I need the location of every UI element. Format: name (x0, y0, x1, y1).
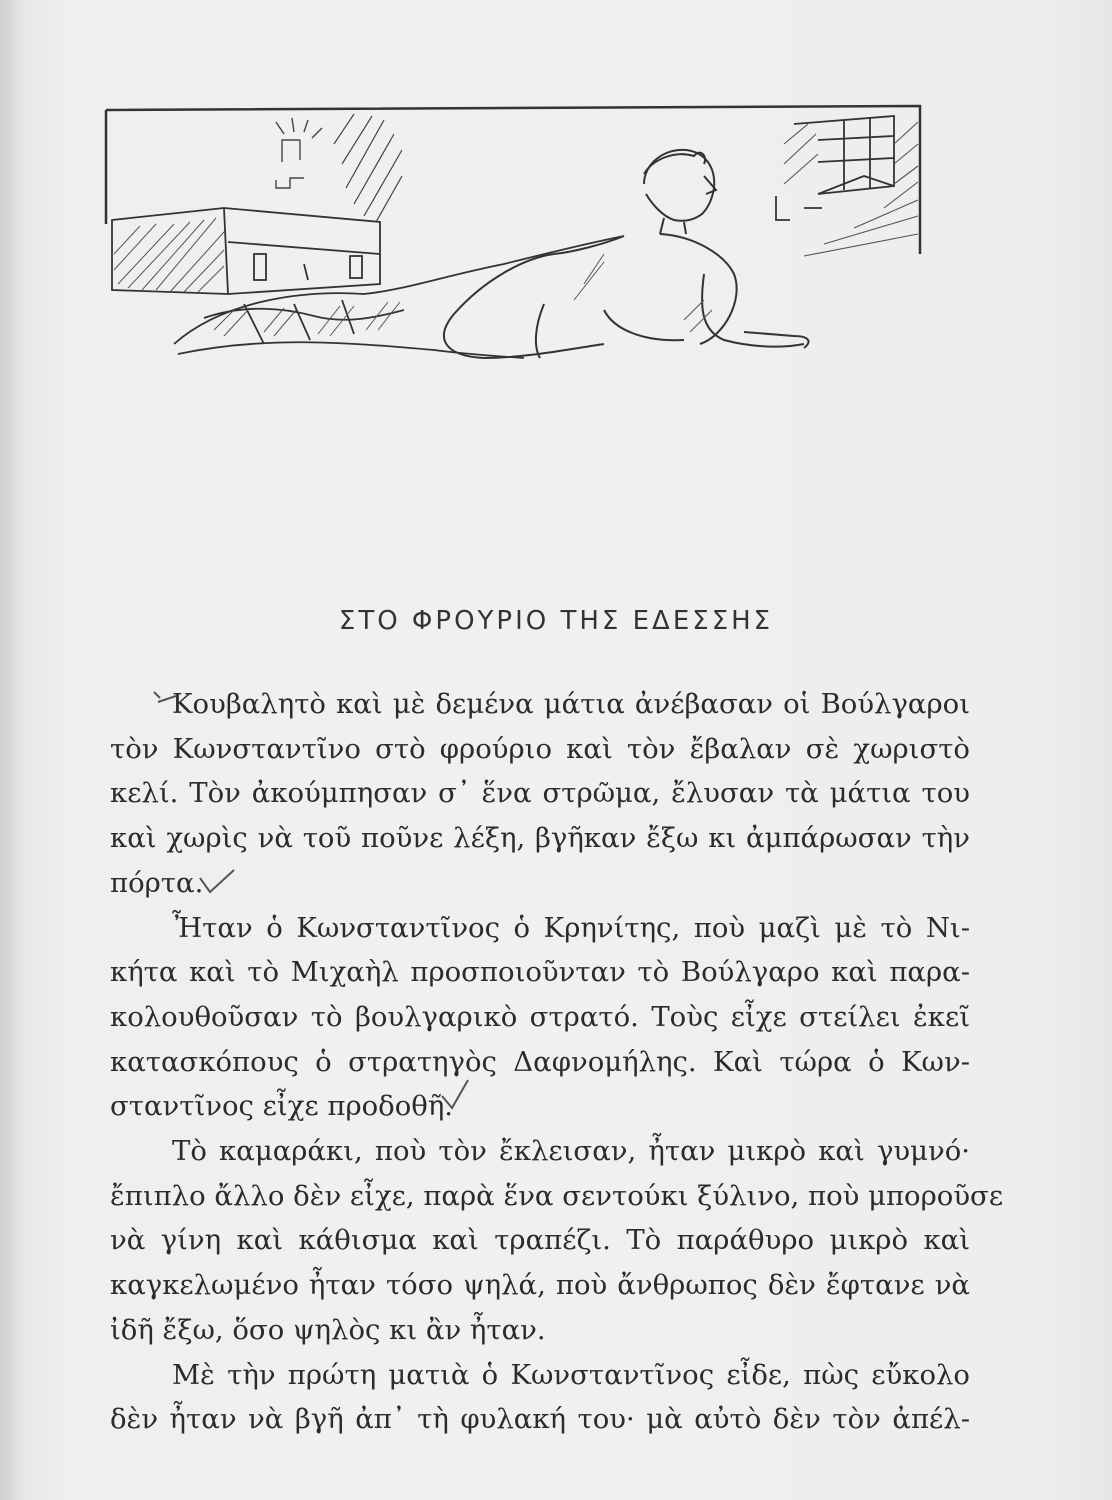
pencil-check-mark-icon (150, 686, 180, 712)
text-line: σταντῖνος εἶχε προδοθῆ. (110, 1090, 454, 1123)
pencil-check-mark-icon (438, 1076, 482, 1114)
chapter-body (110, 682, 1004, 1442)
chapter-title: ΣΤΟ ΦΡΟΥΡΙΟ ΤΗΣ ΕΔΕΣΣΗΣ (338, 606, 774, 636)
chapter-illustration (104, 104, 922, 374)
page-binding-shadow (0, 0, 22, 1500)
paragraph (110, 1353, 970, 1442)
text-line: δὲν ἦταν νὰ βγῆ ἀπ᾽ τὴ φυλακή του· μὰ αὐτὸ δὲν τὸν ἀπέλ- (110, 1403, 970, 1436)
text-line: κολουθοῦσαν τὸ βουλγαρικὸ στρατό. Τοὺς εἶχε στείλει ἐκεῖ (110, 1000, 970, 1033)
text-line: ἔπιπλο ἄλλο δὲν εἶχε, παρὰ ἕνα σεντούκι ξύλινο, ποὺ μποροῦσε (110, 1179, 1004, 1212)
text-line: κελί. Τὸν ἀκούμπησαν σ᾽ ἕνα στρῶμα, ἔλυσαν τὰ μάτια του (110, 777, 970, 810)
text-line: κατασκόπους ὁ στρατηγὸς Δαφνομήλης. Καὶ τώρα ὁ Κων- (110, 1045, 970, 1078)
text-line: καγκελωμένο ἦταν τόσο ψηλά, ποὺ ἄνθρωπος δὲν ἔφτανε νὰ (110, 1269, 970, 1302)
text-line: Τὸ καμαράκι, ποὺ τὸν ἔκλεισαν, ἦταν μικρὸ καὶ γυμνό· (172, 1135, 970, 1168)
prisoner-lying-in-cell-illustration (104, 104, 922, 374)
pencil-check-mark-icon (196, 866, 240, 898)
text-line: Μὲ τὴν πρώτη ματιὰ ὁ Κωνσταντῖνος εἶδε, πὼς εὔκολο (172, 1358, 970, 1391)
text-line: πόρτα. (110, 866, 204, 899)
text-line: καὶ χωρὶς νὰ τοῦ ποῦνε λέξη, βγῆκαν ἔξω κι ἀμπάρωσαν τὴν (110, 822, 970, 855)
paragraph (110, 1129, 1004, 1353)
text-line: ἰδῆ ἔξω, ὅσο ψηλὸς κι ἂν ἦταν. (110, 1313, 546, 1346)
paragraph (110, 906, 970, 1130)
text-line: τὸν Κωνσταντῖνο στὸ φρούριο καὶ τὸν ἔβαλαν σὲ χωριστὸ (110, 732, 970, 765)
text-line: Ἦταν ὁ Κωνσταντῖνος ὁ Κρηνίτης, ποὺ μαζὶ μὲ τὸ Νι- (172, 911, 970, 944)
text-line: κήτα καὶ τὸ Μιχαὴλ προσποιοῦνταν τὸ Βούλγαρο καὶ παρα- (110, 956, 970, 989)
text-line: νὰ γίνη καὶ κάθισμα καὶ τραπέζι. Τὸ παράθυρο μικρὸ καὶ (110, 1224, 970, 1257)
text-line: Κουβαλητὸ καὶ μὲ δεμένα μάτια ἀνέβασαν οἱ Βούλγαροι (172, 688, 970, 720)
